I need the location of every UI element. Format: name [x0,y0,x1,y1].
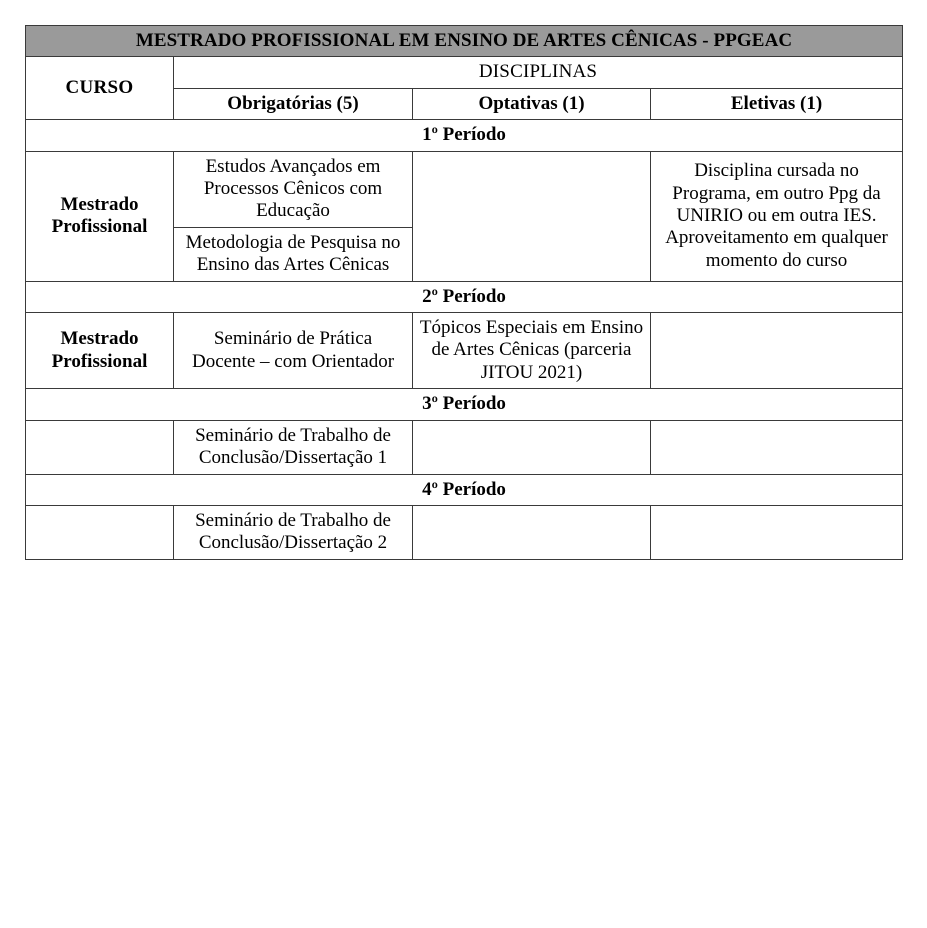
curso-cell-3 [26,420,174,474]
optativa-cell-2: Tópicos Especiais em Ensino de Artes Cênicas (parceria JITOU 2021) [413,313,651,389]
eletiva-cell-3 [651,420,903,474]
obrigatoria-cell-4: Seminário de Trabalho de Conclusão/Dissertação 2 [174,505,413,559]
header-disciplinas: DISCIPLINAS [174,57,903,88]
header-eletivas: Eletivas (1) [651,88,903,119]
eletiva-cell-1: Disciplina cursada no Programa, em outro Ppg da UNIRIO ou em outra IES. Aproveitamento em qualquer momento do curso [651,151,903,281]
obrigatoria-cell-1a: Estudos Avançados em Processos Cênicos com Educação [174,151,413,227]
curso-cell-4 [26,505,174,559]
period-label-2: 2º Período [26,281,903,312]
period-label-3: 3º Período [26,389,903,420]
header-curso: CURSO [26,57,174,120]
table-row [26,151,903,227]
period-divider-row [26,281,903,312]
obrigatoria-cell-3: Seminário de Trabalho de Conclusão/Dissertação 1 [174,420,413,474]
curriculum-table [25,25,903,560]
obrigatoria-cell-1b: Metodologia de Pesquisa no Ensino das Artes Cênicas [174,227,413,281]
header-optativas: Optativas (1) [413,88,651,119]
period-label-4: 4º Período [26,474,903,505]
table-header-row-1 [26,57,903,88]
optativa-cell-4 [413,505,651,559]
table-row [26,505,903,559]
period-divider-row [26,389,903,420]
eletiva-cell-2 [651,313,903,389]
curso-cell-2: Mestrado Profissional [26,313,174,389]
optativa-cell-1 [413,151,651,281]
obrigatoria-cell-2: Seminário de Prática Docente – com Orientador [174,313,413,389]
curso-cell-1: Mestrado Profissional [26,151,174,281]
table-row [26,420,903,474]
document-title: MESTRADO PROFISSIONAL EM ENSINO DE ARTES CÊNICAS - PPGEAC [26,26,903,57]
header-obrigatorias: Obrigatórias (5) [174,88,413,119]
table-row [26,313,903,389]
period-label-1: 1º Período [26,120,903,151]
optativa-cell-3 [413,420,651,474]
table-title-row [26,26,903,57]
eletiva-cell-4 [651,505,903,559]
period-divider-row [26,474,903,505]
period-divider-row [26,120,903,151]
document-page [0,25,927,928]
